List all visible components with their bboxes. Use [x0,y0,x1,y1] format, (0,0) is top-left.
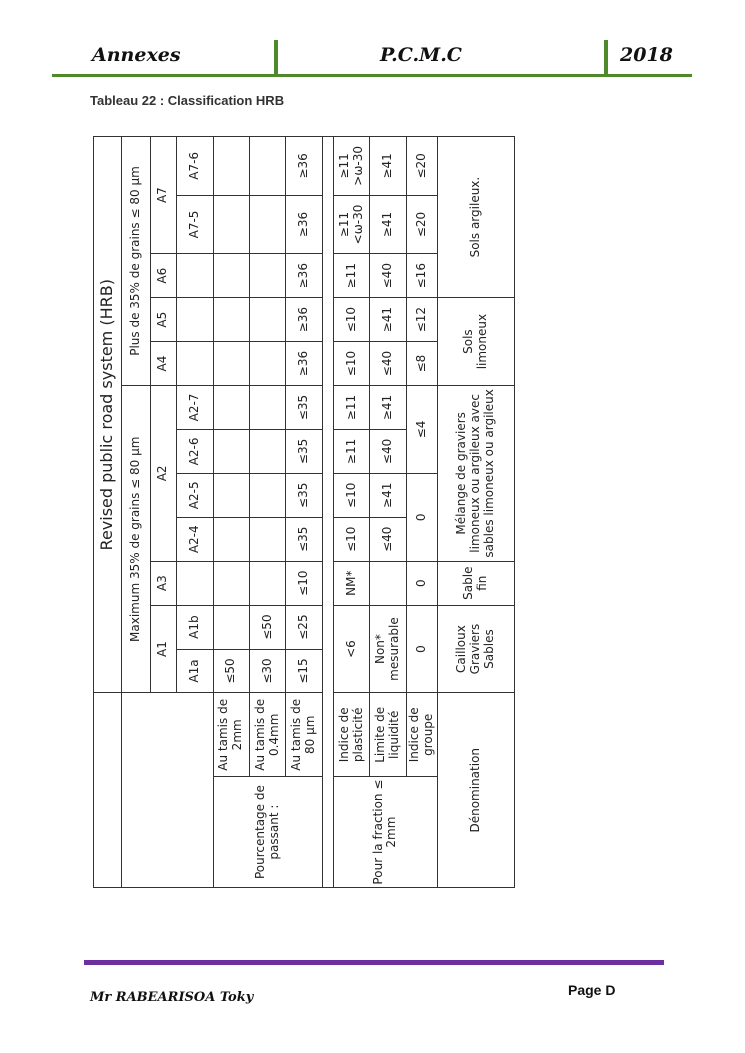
group-a5: A5 [150,298,176,342]
cell-wl-a24: ≤40 [370,517,406,561]
sub-a75: A7-5 [177,195,213,254]
cell-t80-a26: ≤35 [286,429,322,473]
denom-a2: Mélange de graviers limoneux ou argileux avec sables limoneux ou argileux [437,386,514,562]
cell-t80-a1a: ≤15 [286,649,322,693]
row-fraction: Pour la fraction ≤ 2mm [334,777,438,888]
cell-wl-a75: ≥41 [370,195,406,254]
row-tamis-80um: Au tamis de 80 µm [286,693,322,777]
cell-ig-a245: 0 [406,473,437,561]
row-denomination: Dénomination [437,693,514,888]
table-caption: Tableau 22 : Classification HRB [90,93,285,108]
cell-t80-a75: ≥36 [286,195,322,254]
cell-ip-a25: ≤10 [334,473,370,517]
group-a6: A6 [150,254,176,298]
cell-t80-a1b: ≤25 [286,605,322,649]
sub-a25: A2-5 [177,473,213,517]
cell-t2-a1a: ≤50 [213,649,249,693]
row-ig: Indice de groupe [406,693,437,777]
blank [177,298,213,342]
cell-t80-a25: ≤35 [286,473,322,517]
cell-t80-a27: ≤35 [286,386,322,430]
row-tamis-2mm: Au tamis de 2mm [213,693,249,777]
cell-ig-a267: ≤4 [406,386,437,474]
cell-wl-a6: ≤40 [370,254,406,298]
row-tamis-04mm: Au tamis de 0.4mm [249,693,285,777]
hrb-table-container [93,136,515,888]
row-wl: Limite de liquidité [370,693,406,777]
cell-wl-a5: ≥41 [370,298,406,342]
cell-ig-a4: ≤8 [406,342,437,386]
group-a3: A3 [150,561,176,605]
blank [177,693,213,888]
sub-a24: A2-4 [177,517,213,561]
cell-ig-a6: ≤16 [406,254,437,298]
denom-a45: Sols limoneux [437,298,514,386]
cell-ip-a75: ≥11 <ω-30 [334,195,370,254]
cell-wl-a1: Non* mesurable [370,605,406,693]
cell-ip-a3: NM* [334,561,370,605]
group-a7: A7 [150,137,176,254]
cell-ig-a75: ≤20 [406,195,437,254]
sub-a1b: A1b [177,605,213,649]
sub-a1a: A1a [177,649,213,693]
denom-a67: Sols argileux. [437,137,514,298]
cell-t04-a1a: ≤30 [249,649,285,693]
hrb-classification-table [93,136,515,888]
denom-a1: Cailloux Graviers Sables [437,605,514,693]
header-year: 2018 [620,44,673,66]
sub-a27: A2-7 [177,386,213,430]
cell-wl-a26: ≤40 [370,429,406,473]
footer-author: Mr RABEARISOA Toky [90,990,254,1005]
cell-t04-a1b: ≤50 [249,605,285,649]
cell-ig-a3: 0 [406,561,437,605]
blank [177,561,213,605]
cell-ip-a5: ≤10 [334,298,370,342]
cell-ip-a1: <6 [334,605,370,693]
cell-t80-a6: ≥36 [286,254,322,298]
cell-wl-a4: ≤40 [370,342,406,386]
plus35-header: Plus de 35% de grains ≤ 80 µm [122,137,150,386]
cell-t80-a5: ≥36 [286,298,322,342]
corner-blank [94,693,122,888]
group-a4: A4 [150,342,176,386]
sub-a26: A2-6 [177,429,213,473]
footer-rule [84,960,664,965]
table-title: Revised public road system (HRB) [94,137,122,693]
sub-a76: A7-6 [177,137,213,196]
cell-ip-a26: ≥11 [334,429,370,473]
page-number: Page D [568,982,616,998]
group-a1: A1 [150,605,176,693]
blank [177,342,213,386]
cell-ip-a4: ≤10 [334,342,370,386]
header-annexes: Annexes [92,44,181,66]
cell-ip-a27: ≥11 [334,386,370,430]
blank [122,693,150,888]
cell-ip-a76: ≥11 >ω-30 [334,137,370,196]
blank [370,561,406,605]
cell-wl-a25: ≥41 [370,473,406,517]
blank [177,254,213,298]
cell-t80-a24: ≤35 [286,517,322,561]
header-rule [52,74,692,77]
denom-a3: Sable fin [437,561,514,605]
cell-t80-a3: ≤10 [286,561,322,605]
cell-ig-a76: ≤20 [406,137,437,196]
row-ip: Indice de plasticité [334,693,370,777]
cell-ig-a1: 0 [406,605,437,693]
cell-wl-a27: ≥41 [370,386,406,430]
row-pourcentage: Pourcentage de passant : [213,777,322,888]
cell-ip-a6: ≥11 [334,254,370,298]
cell-t80-a76: ≥36 [286,137,322,196]
header-separator-left [274,40,278,76]
cell-ig-a5: ≤12 [406,298,437,342]
max35-header: Maximum 35% de grains ≤ 80 µm [122,386,150,693]
group-a2: A2 [150,386,176,562]
header-separator-right [604,40,608,76]
cell-t80-a4: ≥36 [286,342,322,386]
header-title: P.C.M.C [380,44,462,66]
cell-ip-a24: ≤10 [334,517,370,561]
blank [150,693,176,888]
cell-wl-a76: ≥41 [370,137,406,196]
